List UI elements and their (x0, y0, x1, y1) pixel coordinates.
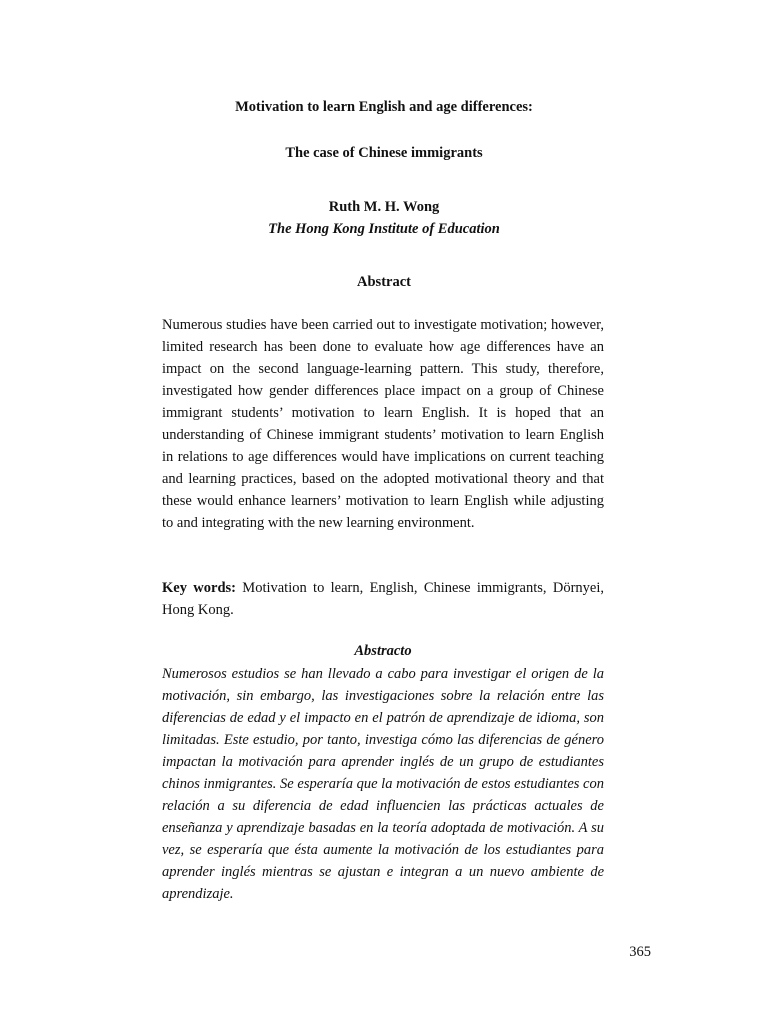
page-number: 365 (629, 944, 651, 960)
paper-title-line-2: The case of Chinese immigrants (285, 145, 483, 161)
abstracto-body: Numerosos estudios se han llevado a cabo para investigar el origen de la motivación, sin embargo, las investigaciones sobre la relación entre las diferencias de edad y el impacto en el patrón de aprendizaje de idioma, son limitadas. Este estudio, por tanto, investiga cómo las diferencias de género impactan la motivación para aprender inglés de un grupo de estudiantes chinos inmigrantes. Se esperaría que la motivación de estos estudiantes con relación a su diferencia de edad influencien las prácticas actuales de enseñanza y aprendizaje basadas en la teoría adoptada de motivación. A su vez, se esperaría que ésta aumente la motivación de los estudiantes para aprender inglés mientras se ajustan e integran a un nuevo ambiente de aprendizaje. (162, 666, 604, 902)
paper-title-line-1: Motivation to learn English and age differences: (235, 99, 533, 115)
abstracto-heading: Abstracto (354, 643, 412, 659)
keywords-text: Motivation to learn, English, Chinese immigrants, Dörnyei, Hong Kong. (162, 580, 604, 618)
author-affiliation: The Hong Kong Institute of Education (268, 221, 500, 237)
keywords-label: Key words: (162, 580, 236, 596)
author-name: Ruth M. H. Wong (328, 199, 440, 215)
keywords (162, 577, 604, 621)
abstract-heading: Abstract (357, 274, 411, 290)
abstract-body: Numerous studies have been carried out to investigate motivation; however, limited research has been done to evaluate how age differences have an impact on the second language-learning pattern. This study, therefore, investigated how gender differences place impact on a group of Chinese immigrant students’ motivation to learn English. It is hoped that an understanding of Chinese immigrant students’ motivation to learn English in relations to age differences would have implications on current teaching and learning practices, based on the adopted motivational theory and that these would enhance learners’ motivation to learn English while adjusting to and integrating with the new learning environment. (162, 317, 604, 531)
